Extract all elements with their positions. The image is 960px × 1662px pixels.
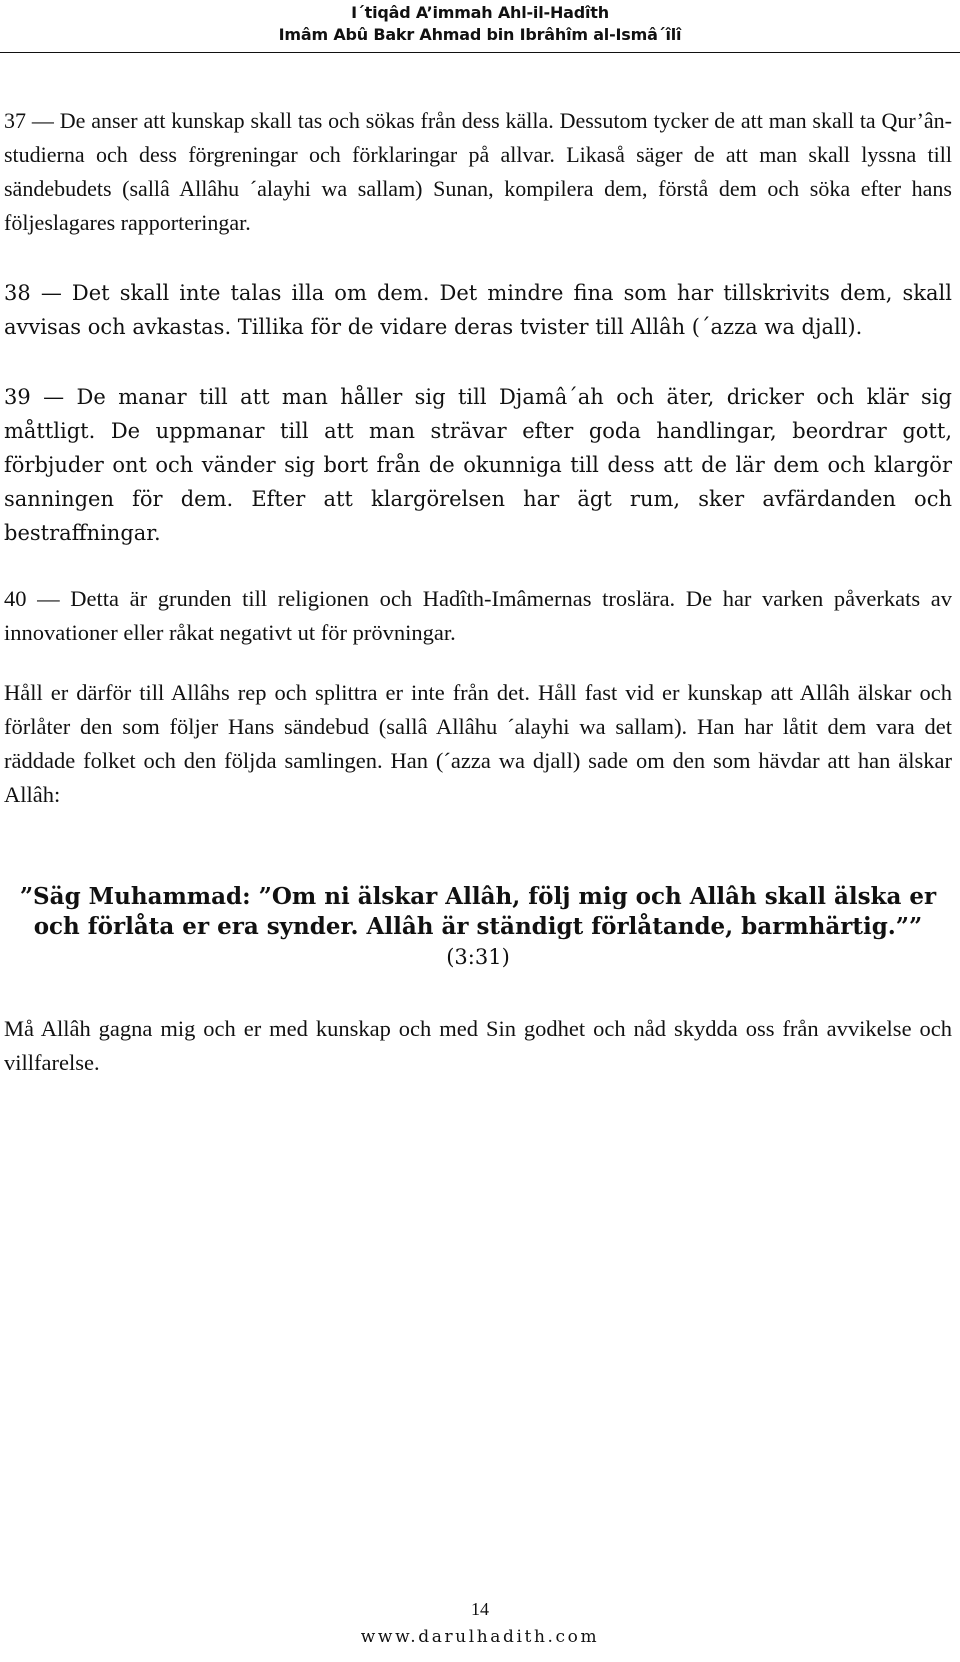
paragraph-38: 38 — Det skall inte talas illa om dem. Det mindre fina som har tillskrivits dem, skall avvisas och avkastas. Tillika för de vidare deras tvister till Allâh (´azza wa djall). <box>4 281 952 339</box>
page-number: 14 <box>471 1599 489 1619</box>
page-header <box>0 0 960 46</box>
header-divider <box>0 52 960 53</box>
paragraph-40: 40 — Detta är grunden till religionen och Hadîth-Imâmernas troslära. De har varken påverkats av innovationer eller råkat negativt ut för prövningar. <box>4 586 952 645</box>
paragraph-37: 37 — De anser att kunskap skall tas och sökas från dess källa. Dessutom tycker de att man skall ta Qur’ân-studierna och dess förgreningar och förklaringar på allvar. Likaså säger de att man skall lyssna till sändebudets (sallâ Allâhu ´alayhi wa sallam) Sunan, kompilera dem, förstå dem och söka efter hans följeslagares rapporteringar. <box>4 108 952 235</box>
book-title: I´tiqâd A’immah Ahl-il-Hadîth <box>351 3 609 22</box>
paragraph-hold-fast: Håll er därför till Allâhs rep och splittra er inte från det. Håll fast vid er kunskap att Allâh älskar och förlåter den som följer Hans sändebud (sallâ Allâhu ´alayhi wa sallam). Han har låtit dem vara det räddade folket och den följda samlingen. Han (´azza wa djall) sade om den som hävdar att han älskar Allâh: <box>4 680 952 807</box>
page-body <box>4 104 952 1080</box>
paragraph-39: 39 — De manar till att man håller sig till Djamâ´ah och äter, dricker och klär sig måttligt. De uppmanar till att man strävar efter goda handlingar, beordrar gott, förbjuder ont och vänder sig bort från de okunniga till dess att de lär dem och klargör sanningen för dem. Efter att klargörelsen har ägt rum, sker avfärdanden och bestraffningar. <box>4 385 952 545</box>
quran-quote: ”Säg Muhammad: ”Om ni älskar Allâh, följ mig och Allâh skall älska er och förlåta er era synder. Allâh är ständigt förlåtande, barmhärtig.”” <box>19 883 937 940</box>
quote-reference: (3:31) <box>446 945 510 969</box>
book-author: Imâm Abû Bakr Ahmad bin Ibrâhîm al-Ismâ´îlî <box>278 25 682 44</box>
website-link[interactable]: www.darulhadith.com <box>360 1627 600 1647</box>
closing-prayer: Må Allâh gagna mig och er med kunskap och med Sin godhet och nåd skydda oss från avvikelse och villfarelse. <box>4 1016 952 1075</box>
